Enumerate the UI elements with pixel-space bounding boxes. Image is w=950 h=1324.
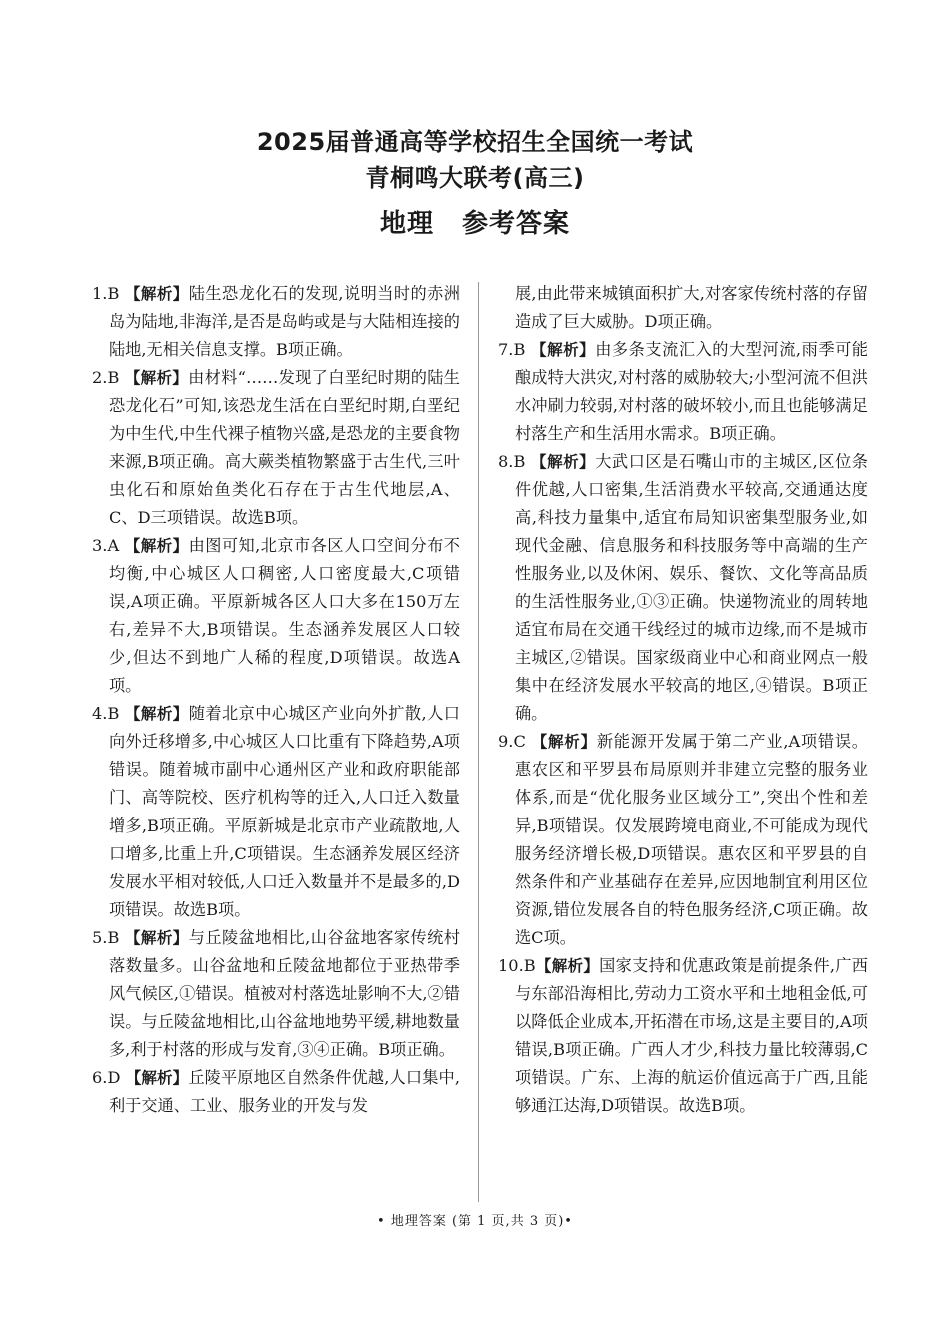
answer-item-10: 10.B【解析】国家支持和优惠政策是前提条件,广西与东部沿海相比,劳动力工资水平和土地租金低,可以降低企业成本,开拓潜在市场,这是主要目的,A项错误,B项正确。广西人才少,科技力量比较薄弱,C项错误。广东、上海的航运价值远高于广西,且能够通江达海,D项错误。故选B项。 <box>498 956 868 1115</box>
answer-item-8: 8.B 【解析】大武口区是石嘴山市的主城区,区位条件优越,人口密集,生活消费水平较高,交通通达度高,科技力量集中,适宜布局知识密集型服务业,如现代金融、信息服务和科技服务等中高端的生产性服务业,以及休闲、娱乐、餐饮、文化等高品质的生活性服务业,①③正确。快递物流业的周转地适宜布局在交通干线经过的城市边缘,而不是城市主城区,②错误。国家级商业中心和商业网点一般集中在经济发展水平较高的地区,④错误。B项正确。 <box>498 452 868 723</box>
column-divider <box>478 282 479 1202</box>
subject-heading <box>0 206 950 242</box>
exam-title: 2025届普通高等学校招生全国统一考试 <box>256 128 694 156</box>
answer-item-4: 4.B 【解析】随着北京中心城区产业向外扩散,人口向外迁移增多,中心城区人口比重有下降趋势,A项错误。随着城市副中心通州区产业和政府职能部门、高等院校、医疗机构等的迁入,人口迁入数量增多,B项正确。平原新城是北京市产业疏散地,人口增多,比重上升,C项错误。生态涵养发展区经济发展水平相对较低,人口迁入数量并不是最多的,D项错误。故选B项。 <box>92 704 460 919</box>
right-column <box>498 280 868 1120</box>
page-footer: • 地理答案 (第 1 页,共 3 页)• <box>377 1214 573 1229</box>
exam-subtitle: 青桐鸣大联考(高三) <box>365 164 585 192</box>
answer-item-7: 7.B 【解析】由多条支流汇入的大型河流,雨季可能酿成特大洪灾,对村落的威胁较大;小型河流不但洪水冲刷力较弱,对村落的破坏较小,而且也能够满足村落生产和生活用水需求。B项正确。 <box>498 340 868 443</box>
answer-item-2: 2.B 【解析】由材料“……发现了白垩纪时期的陆生恐龙化石”可知,该恐龙生活在白垩纪时期,白垩纪为中生代,中生代裸子植物兴盛,是恐龙的主要食物来源,B项正确。高大蕨类植物繁盛于古生代,三叶虫化石和原始鱼类化石存在于古生代地层,A、C、D三项错误。故选B项。 <box>92 368 460 527</box>
doc-type: 参考答案 <box>462 209 571 239</box>
answer-item-9: 9.C 【解析】新能源开发属于第二产业,A项错误。惠农区和平罗县布局原则并非建立完整的服务业体系,而是“优化服务业区域分工”,突出个性和差异,B项错误。仅发展跨境电商业,不可能成为现代服务经济增长极,D项错误。惠农区和平罗县的自然条件和产业基础存在差异,应因地制宜利用区位资源,错位发展各自的特色服务经济,C项正确。故选C项。 <box>498 732 868 947</box>
answer-item-3: 3.A 【解析】由图可知,北京市各区人口空间分布不均衡,中心城区人口稠密,人口密度最大,C项错误,A项正确。平原新城各区人口大多在150万左右,差异不大,B项错误。生态涵养发展区人口较少,但达不到地广人稀的程度,D项错误。故选A项。 <box>92 536 460 695</box>
answer-item-1: 1.B 【解析】陆生恐龙化石的发现,说明当时的赤洲岛为陆地,非海洋,是否是岛屿或是与大陆相连接的陆地,无相关信息支撑。B项正确。 <box>92 284 460 359</box>
header <box>0 124 950 242</box>
answer-item-5: 5.B 【解析】与丘陵盆地相比,山谷盆地客家传统村落数量多。山谷盆地和丘陵盆地都位于亚热带季风气候区,①错误。植被对村落选址影响不大,②错误。与丘陵盆地相比,山谷盆地地势平缓,耕地数量多,利于村落的形成与发育,③④正确。B项正确。 <box>92 928 460 1059</box>
answer-item-6-continued: 展,由此带来城镇面积扩大,对客家传统村落的存留造成了巨大威胁。D项正确。 <box>515 284 868 331</box>
left-column <box>92 280 460 1120</box>
subject-name: 地理 <box>379 209 434 239</box>
answer-item-6: 6.D 【解析】丘陵平原地区自然条件优越,人口集中,利于交通、工业、服务业的开发与发 <box>92 1068 460 1115</box>
